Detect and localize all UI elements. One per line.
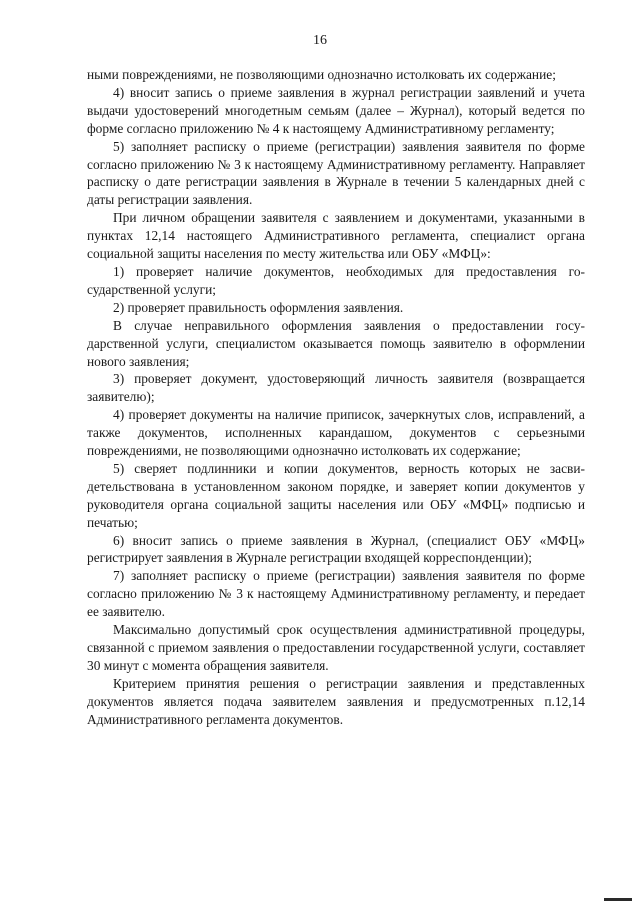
paragraph: 4) проверяет документы на наличие приписок, зачеркнутых слов, исправлений, а также документов, исполненных карандашом, документов с серьезными повреждениями, не позволяющими однозначно истолковать их содержание; — [87, 407, 585, 459]
paragraph: В случае неправильного оформления заявления о предоставлении государственной услуги, специалистом оказывается помощь заявителю в оформлении нового заявления; — [87, 317, 585, 369]
paragraph: 6) вносит запись о приеме заявления в Журнал, (специалист ОБУ «МФЦ» регистрирует заявления в Журнале регистрации входящей корреспонденции); — [87, 532, 585, 566]
paragraph: ными повреждениями, не позволяющими однозначно истолковать их содержание; — [87, 67, 556, 82]
paragraph: 7) заполняет расписку о приеме (регистрации) заявления заявителя по форме согласно приложению № 3 к настоящему Административному регламенту, и передает ее заявителю. — [87, 568, 585, 620]
paragraph: 5) заполняет расписку о приеме (регистрации) заявления заявителя по форме согласно приложению № 3 к настоящему Административному регламенту. Направляет расписку о дате регистрации заявления в Журнале в течении 5 календарных дней с даты регистрации заявления. — [87, 138, 585, 208]
paragraph: При личном обращении заявителя с заявлением и документами, указанными в пунктах 12,14 настоящего Административного регламента, специалист органа социальной защиты населения по месту жительства или ОБУ «МФЦ»: — [87, 210, 585, 262]
paragraph: 1) проверяет наличие документов, необходимых для предоставления государственной услуги; — [87, 263, 585, 297]
paragraph: 5) сверяет подлинники и копии документов, верность которых не засвидетельствована в установленном законом порядке, и заверяет копии документов у руководителя органа социальной защиты населения или ОБУ «МФЦ» подписью и печатью; — [87, 460, 585, 530]
scan-edge-mark — [604, 898, 632, 901]
document-body — [87, 66, 585, 729]
paragraph: 2) проверяет правильность оформления заявления. — [113, 299, 404, 315]
paragraph: Максимально допустимый срок осуществления административной процедуры, связанной с приемом заявления о предоставлении государственной услуги, составляет 30 минут с момента обращения заявителя. — [87, 622, 585, 673]
page-number: 16 — [313, 33, 327, 48]
paragraph: Критерием принятия решения о регистрации заявления и представленных документов является подача заявителем заявления и предусмотренных п.12,14 Административного регламента документов. — [87, 675, 585, 727]
paragraph: 4) вносит запись о приеме заявления в журнал регистрации заявлений и учета выдачи удостоверений многодетным семьям (далее – Журнал), который ведется по форме согласно приложению № 4 к настоящему Административному регламенту; — [87, 84, 585, 136]
paragraph: 3) проверяет документ, удостоверяющий личность заявителя (возвращается заявителю); — [87, 371, 585, 405]
